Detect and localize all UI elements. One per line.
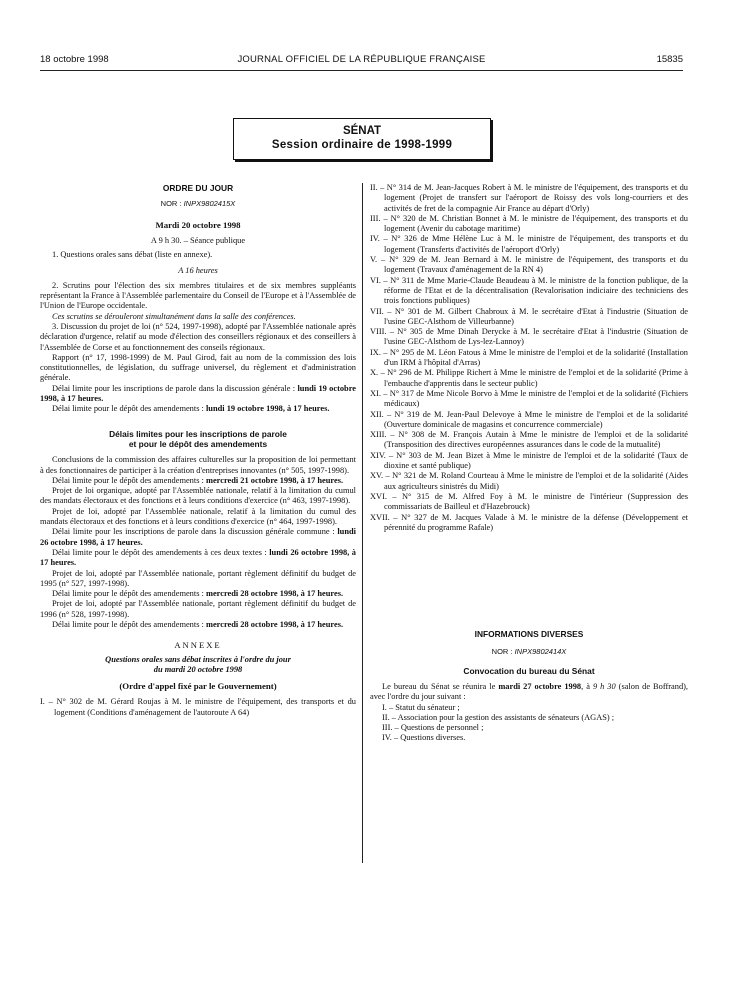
- questions-title-1: Questions orales sans débat inscrites à l'ordre du jour: [105, 654, 291, 664]
- question-item: II. – N° 314 de M. Jean-Jacques Robert à M. le ministre de l'équipement, des transports et du logement (Projet de transfert sur l'aéroport de Roissy des vols long-courriers et des activités de fret de la compagnie Air France au départ d'Orly): [370, 183, 688, 213]
- delai-6: Délai limite pour le dépôt des amendements : mercredi 28 octobre 1998, à 17 heures.: [52, 589, 344, 599]
- question-item: XII. – N° 319 de M. Jean-Paul Delevoye à Mme le ministre de l'emploi et de la solidarité (Ouverture dominicale de magasins et concurrence commerciale): [370, 409, 688, 429]
- annexe-heading: ANNEXE: [174, 640, 222, 651]
- question-item: VII. – N° 301 de M. Gilbert Chabroux à M. le secrétaire d'Etat à l'industrie (Situation de l'usine GEC-Alsthom de Villeurbanne): [370, 306, 688, 326]
- question-item: XV. – N° 321 de M. Roland Courteau à Mme le ministre de l'emploi et de la solidarité (Aides aux agriculteurs sinistrés du Midi): [370, 471, 688, 491]
- nor-code: INPX9802415X: [183, 199, 236, 209]
- question-item: X. – N° 296 de M. Philippe Richert à Mme le ministre de l'emploi et de la solidarité (Prime à l'embauche d'apprentis dans le secteur public): [370, 368, 688, 388]
- convocation-heading: Convocation du bureau du Sénat: [463, 665, 595, 676]
- header-rule: [40, 70, 683, 71]
- ordre-du-jour-heading: ORDRE DU JOUR: [162, 183, 234, 193]
- question-item: III. – N° 320 de M. Christian Bonnet à M. le ministre de l'équipement, des transports et du logement (Avenir du cabotage maritime): [370, 213, 688, 234]
- projet-3: Projet de loi, adopté par l'Assemblée nationale, portant règlement définitif du budget de 1995 (n° 527, 1997-1998).: [40, 568, 356, 588]
- question-item: VIII. – N° 305 de Mme Dinah Derycke à M. le secrétaire d'Etat à l'industrie (Situation de l'usine GEC-Alsthom de Lys-lez-Lannoy): [370, 327, 688, 347]
- column-divider: [362, 183, 363, 863]
- delai-7: Délai limite pour le dépôt des amendements : mercredi 28 octobre 1998, à 17 heures.: [52, 619, 344, 629]
- journal-title: JOURNAL OFFICIEL DE LA RÉPUBLIQUE FRANÇAISE: [237, 54, 486, 65]
- header-date: 18 octobre 1998: [40, 54, 109, 65]
- item-2: 2. Scrutins pour l'élection des six membres titulaires et de six membres suppléants représentant la France à l'Assemblée parlementaire du Conseil de l'Europe et à l'Assemblée de l'Union de l'Europe occidentale.: [40, 280, 356, 311]
- session-subtitle: Session ordinaire de 1998-1999: [271, 139, 453, 151]
- nor-reference-2: NOR : INPX9802414X: [491, 647, 567, 657]
- agenda-item: I. – Statut du sénateur ;: [382, 702, 460, 712]
- projet-4: Projet de loi, adopté par l'Assemblée nationale, portant règlement définitif du budget de 1996 (n° 528, 1997-1998).: [40, 599, 356, 619]
- question-item: XI. – N° 317 de Mme Nicole Borvo à Mme le ministre de l'emploi et de la solidarité (Fichiers médicaux): [370, 388, 688, 409]
- projet-1: Projet de loi organique, adopté par l'Assemblée nationale, relatif à la limitation du cumul des mandats électoraux et des fonctions et à leurs conditions d'exercice (n° 463, 1997-1998).: [40, 486, 356, 506]
- question-1: I. – N° 302 de M. Gérard Roujas à M. le ministre de l'équipement, des transports et du logement (Conditions d'aménagement de l'autoroute A 64): [40, 697, 356, 717]
- conclusions: Conclusions de la commission des affaires culturelles sur la proposition de loi permettant à des fonctionnaires de participer à la création d'entreprises innovantes (n° 505, 1997-1998).: [40, 455, 356, 475]
- item-3: 3. Discussion du projet de loi (n° 524, 1997-1998), adopté par l'Assemblée nationale après déclaration d'urgence, relatif au mode d'élection des conseillers régionaux et des conseillers à l'Assemblée de Corse et au fonctionnement des conseils régionaux.: [40, 321, 356, 352]
- page-header: [40, 54, 683, 70]
- question-item: IX. – N° 295 de M. Léon Fatous à Mme le ministre de l'emploi et de la solidarité (Installation d'un IRM à l'hôpital d'Arras): [370, 347, 688, 368]
- nor-code-2: INPX9802414X: [514, 647, 567, 657]
- right-column: [370, 183, 688, 744]
- convocation-text: Le bureau du Sénat se réunira le mardi 27 octobre 1998, à 9 h 30 (salon de Boffrand), avec l'ordre du jour suivant :: [370, 681, 689, 702]
- senat-title: SÉNAT: [342, 125, 382, 137]
- time-16h: A 16 heures: [178, 266, 218, 276]
- delai-3: Délai limite pour le dépôt des amendements : mercredi 21 octobre 1998, à 17 heures.: [52, 475, 344, 485]
- question-item: XIII. – N° 308 de M. François Autain à Mme le ministre de l'emploi et de la solidarité (Transposition des directives européennes assurances dans le code de la mutualité): [370, 430, 688, 450]
- delais-heading-1: Délais limites pour les inscriptions de parole: [109, 428, 287, 439]
- question-item: IV. – N° 326 de Mme Hélène Luc à M. le ministre de l'équipement, des transports et du logement (Transferts d'activités de l'aéroport d'Orly): [370, 234, 688, 254]
- questions-list: [370, 183, 688, 533]
- page-number: 15835: [656, 54, 683, 65]
- question-item: VI. – N° 311 de Mme Marie-Claude Beaudeau à M. le ministre de la fonction publique, de la réforme de l'Etat et de la décentralisation (Revalorisation indiciaire des techniciens des trois fonctions publiques): [370, 275, 688, 306]
- question-item: XIV. – N° 303 de M. Jean Bizet à Mme le ministre de l'emploi et de la solidarité (Taux de dioxine et santé publique): [370, 450, 688, 471]
- scrutin-note: Ces scrutins se dérouleront simultanément dans la salle des conférences.: [52, 311, 296, 321]
- agenda-item: II. – Association pour la gestion des assistants de sénateurs (AGAS) ;: [382, 712, 615, 722]
- delai-4: Délai limite pour les inscriptions de parole dans la discussion générale commune : lundi 26 octobre 1998, à 17 heures.: [40, 527, 356, 547]
- delai-parole: Délai limite pour les inscriptions de parole dans la discussion générale : lundi 19 octobre 1998, à 17 heures.: [40, 383, 356, 404]
- agenda-item: III. – Questions de personnel ;: [382, 723, 484, 733]
- delai-amendements: Délai limite pour le dépôt des amendements : lundi 19 octobre 1998, à 17 heures.: [52, 404, 330, 414]
- nor-reference: NOR : INPX9802415X: [160, 199, 236, 209]
- left-column: [40, 183, 356, 718]
- senat-title-box: [233, 118, 491, 160]
- question-item: XVI. – N° 315 de M. Alfred Foy à M. le ministre de l'intérieur (Suppression des commissariats de Bailleul et d'Hazebrouck): [370, 491, 688, 512]
- informations-heading: INFORMATIONS DIVERSES: [474, 629, 584, 640]
- agenda-item: IV. – Questions diverses.: [382, 733, 466, 743]
- ordre-appel: (Ordre d'appel fixé par le Gouvernement): [119, 681, 277, 692]
- rapport: Rapport (n° 17, 1998-1999) de M. Paul Girod, fait au nom de la commission des lois constitutionnelles, de législation, du suffrage universel, du règlement et d'administration générale.: [40, 352, 356, 383]
- session-date: Mardi 20 octobre 1998: [155, 219, 241, 230]
- projet-2: Projet de loi, adopté par l'Assemblée nationale, relatif à la limitation du cumul des mandats électoraux et des fonctions et à leurs conditions d'exercice (n° 464, 1997-1998).: [40, 506, 356, 527]
- question-item: V. – N° 329 de M. Jean Bernard à M. le ministre de l'équipement, des transports et du logement (Travaux d'aménagement de la RN 4): [370, 255, 688, 275]
- agenda-list: [370, 703, 688, 744]
- delais-heading-2: et pour le dépôt des amendements: [128, 438, 268, 449]
- question-item: XVII. – N° 327 de M. Jacques Valade à M. le ministre de la défense (Développement et pérennité du programme Rafale): [370, 512, 688, 532]
- item-1: 1. Questions orales sans débat (liste en annexe).: [52, 250, 213, 260]
- questions-title-2: du mardi 20 octobre 1998: [153, 664, 243, 674]
- time-seance: A 9 h 30. – Séance publique: [150, 235, 246, 245]
- delai-5: Délai limite pour le dépôt des amendements à ces deux textes : lundi 26 octobre 1998, à 17 heures.: [40, 547, 356, 568]
